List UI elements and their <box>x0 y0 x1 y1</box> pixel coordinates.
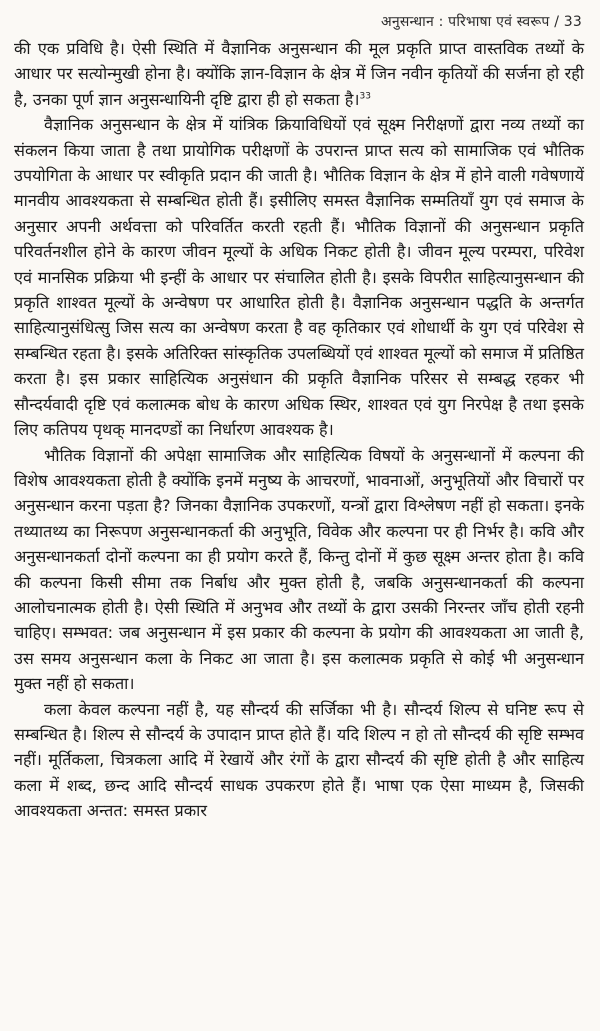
paragraph-3: भौतिक विज्ञानों की अपेक्षा सामाजिक और साहित्यिक विषयों के अनुसन्धानों में कल्पना की विशेष आवश्यकता होती है क्योंकि इनमें मनुष्य के आचरणों, भावनाओं, अनुभूतियों और विचारों पर अनुसन्धान करना पड़ता है? जिनका वैज्ञानिक उपकरणों, यन्त्रों द्वारा विश्लेषण नहीं हो सकता। इनके तथ्यातथ्य का निरूपण अनुसन्धानकर्ता की अनुभूति, विवेक और कल्पना पर ही निर्भर है। कवि और अनुसन्धानकर्ता दोनों कल्पना का ही प्रयोग करते हैं, किन्तु दोनों में कुछ सूक्ष्म अन्तर होता है। कवि की कल्पना किसी सीमा तक निर्बाध और मुक्त होती है, जबकि अनुसन्धानकर्ता की कल्पना आलोचनात्मक होती है। ऐसी स्थिति में अनुभव और तथ्यों के द्वारा उसकी निरन्तर जाँच होती रहनी चाहिए। सम्भवत: जब अनुसन्धान में इस प्रकार की कल्पना के प्रयोग की आवश्यकता आ जाती है, उस समय अनुसन्धान कला के निकट आ जाता है। इस कलात्मक प्रकृति से कोई भी अनुसन्धान मुक्त नहीं हो सकता। <box>14 445 584 694</box>
footnote-marker: 33 <box>359 91 371 102</box>
running-head: अनुसन्धान : परिभाषा एवं स्वरूप / 33 <box>380 14 582 30</box>
paragraph-4: कला केवल कल्पना नहीं है, यह सौन्दर्य की सर्जिका भी है। सौन्दर्य शिल्प से घनिष्ट रूप से सम्बन्धित है। शिल्प से सौन्दर्य के उपादान प्राप्त होते हैं। यदि शिल्प न हो तो सौन्दर्य की सृष्टि सम्भव नहीं। मूर्तिकला, चित्रकला आदि में रेखायें और रंगों के द्वारा सौन्दर्य की सृष्टि होती है और साहित्य कला में शब्द, छन्द आदि सौन्दर्य साधक उपकरण होते हैं। भाषा एक ऐसा माध्यम है, जिसकी आवश्यकता अन्तत: समस्त प्रकार <box>14 699 584 821</box>
paragraph-1 <box>14 36 584 112</box>
paragraph-2: वैज्ञानिक अनुसन्धान के क्षेत्र में यांत्रिक क्रियाविधियों एवं सूक्ष्म निरीक्षणों द्वारा नव्य तथ्यों का संकलन किया जाता है तथा प्रायोगिक परीक्षणों के उपरान्त प्राप्त सत्य को सामाजिक एवं भौतिक उपयोगिता के आधार पर स्वीकृति प्रदान की जाती है। भौतिक विज्ञान के क्षेत्र में होने वाली गवेषणायें मानवीय आवश्यकता से सम्बन्धित होती हैं। इसीलिए समस्त वैज्ञानिक सम्मतियाँ युग एवं समाज के अनुसार अपनी अर्थवत्ता को परिवर्तित करती रहती हैं। भौतिक विज्ञानों की अनुसन्धान प्रकृति परिवर्तनशील होने के कारण जीवन मूल्यों के अधिक निकट होती है। जीवन मूल्य परम्परा, परिवेश एवं मानसिक प्रक्रिया भी इन्हीं के आधार पर संचालित होती है। इसके विपरीत साहित्यानुसन्धान की प्रकृति शाश्वत मूल्यों के अन्वेषण पर आधारित होती है। वैज्ञानिक अनुसन्धान पद्धति के अन्तर्गत साहित्यानुसंधित्सु जिस सत्य का अन्वेषण करता है वह कृतिकार एवं शोधार्थी के युग एवं परिवेश से सम्बन्धित रहता है। इसके अतिरिक्त सांस्कृतिक उपलब्धियों एवं शाश्वत मूल्यों को समाज में प्रतिष्ठित करता है। इस प्रकार साहित्यिक अनुसंधान की प्रकृति वैज्ञानिक परिसर से सम्बद्ध रहकर भी सौन्दर्यवादी दृष्टि एवं कलात्मक बोध के कारण अधिक स्थिर, शाश्वत एवं युग निरपेक्ष है तथा इसके लिए कतिपय पृथक् मानदण्डों का निर्धारण आवश्यक है। <box>14 115 584 440</box>
paragraph-1-text: की एक प्रविधि है। ऐसी स्थिति में वैज्ञानिक अनुसन्धान की मूल प्रकृति प्राप्त वास्तविक तथ्यों के आधार पर सत्योन्मुखी होना है। क्योंकि ज्ञान-विज्ञान के क्षेत्र में जिन नवीन कृतियों की सर्जना हो रही है, उनका पूर्ण ज्ञान अनुसन्धायिनी दृष्टि द्वारा ही हो सकता है। <box>14 39 584 109</box>
